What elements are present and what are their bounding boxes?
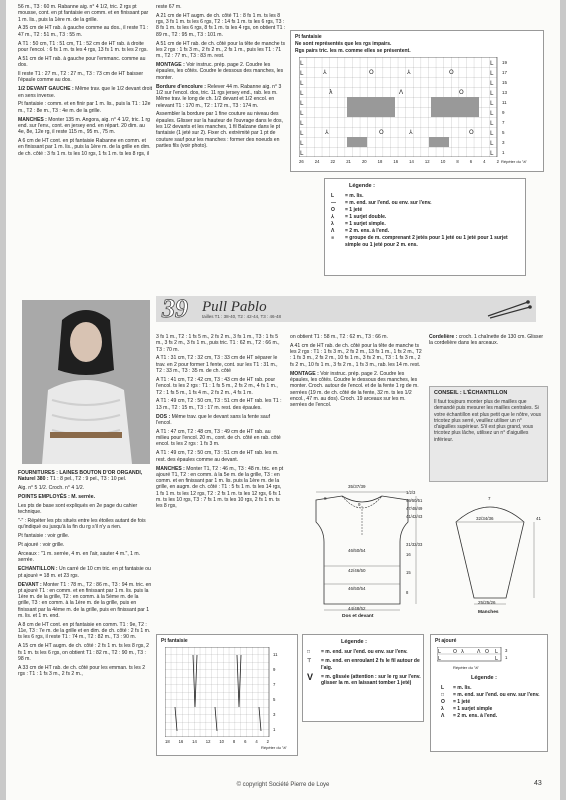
heading: POINTS EMPLOYÉS : <box>18 494 72 501</box>
svg-text:L: L <box>300 70 304 77</box>
paragraph: A 21 cm de HT augm. de ch. côté T1 : 8 fs 1 m. ts les 8 rgs, 3 fs 1 m. ts les 6 rgs, T2 : 14 fs 1 m. ts les 6 rgs, T3 : 8 fs 1 m. ts les 6 rgs, 8 fs 1 m. ts les 4 rgs, on obtient T1 : 89 m., T2 : 95 m., T3 : 101 m. <box>156 12 286 38</box>
dim-label: 41 <box>536 516 542 521</box>
legend-item: □ = m. end. sur l'end. ou env. sur l'env. <box>441 692 540 698</box>
legend-title: Légende : <box>349 183 375 189</box>
legend-title: Légende : <box>471 675 497 681</box>
legend-title: Légende : <box>341 639 367 645</box>
svg-text:L: L <box>490 60 494 67</box>
legend-box-bottom <box>302 634 424 722</box>
text-column-3 <box>290 334 422 411</box>
svg-text:O: O <box>449 69 454 76</box>
svg-text:L: L <box>300 90 304 97</box>
paragraph: Les pts de base sont expliqués en 2e page du cahier technique. <box>18 502 138 516</box>
legend-list <box>307 649 421 686</box>
schematic-sleeve <box>436 486 546 620</box>
paragraph: Aig. n° 5 1/2. Croch. n° 4 1/2. <box>18 485 85 492</box>
legend-box-top <box>324 178 526 276</box>
heading: Cordelière : <box>429 334 458 340</box>
svg-text:L: L <box>490 70 494 77</box>
paragraph: A 33 cm de HT rab. de ch. côté pour les emman. ts les 2 rgs : T1 : 1 fs 3 m., 2 fs 2 m., <box>18 664 146 678</box>
svg-text:L: L <box>438 649 441 655</box>
svg-text:L: L <box>490 130 494 137</box>
chart-title: Pt fantaisie <box>295 34 322 40</box>
tip-box <box>429 386 548 482</box>
pattern-sizes: tailles T1 : 38-40, T2 : 42-44, T3 : 46-48 <box>202 314 282 319</box>
legend-item: O = 1 jeté <box>441 699 471 705</box>
legend-item: ⅄ = 1 surjet double. <box>331 214 387 220</box>
paragraph: Voir instruc. prép. page 2. Coudre les épaules, les côtés. Coudre le dessous des manches, les monter. <box>156 62 284 81</box>
schematic-caption: Dos et devant <box>342 614 374 619</box>
heading: MANCHES : <box>18 116 47 123</box>
svg-text:λ: λ <box>329 89 333 96</box>
paragraph: Voir instruc. prép. page 2. Coudre les épaules, les côtés. Coudre le dessous des manches, les monter. Croch. autour de l'encol. et de la fente 1 rg de m. serrées (19 m. de ch. côté de la fente, 32 m. ts les 1/2 encol., 47 m. au dos). Croch. 19 arceaux sur les m. serrées de l'encol. <box>290 370 419 409</box>
paragraph: Même trav. que le devant sans la fente sauf l'encol. <box>156 413 271 426</box>
svg-text:⅄: ⅄ <box>325 129 329 136</box>
dim-label: 9 <box>358 502 361 507</box>
svg-text:λ: λ <box>461 649 464 655</box>
paragraph: Même trav. que le 1/2 devant droit en sens inverse. <box>18 86 153 99</box>
legend-item: Λ = 2 m. ens. à l'end. <box>441 713 498 719</box>
row-numbers: 11 9 7 5 3 1 <box>273 652 278 732</box>
dim-label: 46/50/54 <box>348 548 366 553</box>
paragraph: Relever 44 m. Rabanne aig. n° 3 1/2 sur l'encol. dos, tric. 11 rgs jersey end., rab. les m. Même trav. le long de ch. 1/2 devant et 1/2 encol. en relevant T1 : 170 m., T2 : 172 m., T3 : 174 m. <box>156 83 282 109</box>
heading: MONTAGE : <box>290 370 319 377</box>
legend-item: Λ = 2 m. ens. à l'end. <box>331 228 390 234</box>
paragraph: A 6 cm de HT cont. en pt fantaisie Rabanne en comm. et en finissant par 1 m. lis., puis la 1ère m. de la grille en dim. de ch. côté : 3 fs 1 m. ts les 10 rgs, 1 fs 1 m. ts les 8 rgs, il <box>18 138 151 157</box>
svg-text:Λ: Λ <box>399 89 404 96</box>
paragraph: 3 fs 1 m., T2 : 1 fs 5 m., 2 fs 2 m., 3 fs 1 m., T3 : 1 fs 5 m., 3 fs 2 m., 3 fs 1 m., puis tric. T1 : 62 m., T2 : 66 m., T3 : 70 m. <box>156 334 280 353</box>
paragraph: Il reste T1 : 27 m., T2 : 27 m., T3 : 73 cm de HT baisser l'épaule comme au dos. <box>18 71 144 84</box>
paragraph: Monter 135 m. Angora, aig. n° 4 1/2, tric. 1 rg end. sur l'env., cont. en jersey end. en répart. 20 dim. au 4e, 8e, 12e rg, il reste 115 m., 95 m., 75 m. <box>18 116 150 136</box>
dim-label: 7 <box>488 496 491 501</box>
text-column-2 <box>156 4 286 152</box>
svg-text:L: L <box>495 656 498 662</box>
legend-item: □ = m. end. sur l'end. ou env. sur l'env. <box>307 649 408 655</box>
svg-text:L: L <box>300 60 304 67</box>
heading: 1/2 DEVANT GAUCHE : <box>18 86 74 93</box>
svg-text:L: L <box>490 80 494 87</box>
paragraph: Pt ajouré : voir grille. <box>18 542 65 549</box>
heading: Bordure d'encolure : <box>156 83 206 90</box>
paragraph: A T1 : 47 cm, T2 : 48 cm, T3 : 49 cm de HT rab. au milieu pour l'encol. 20 m., cont. de ch. côté en rab. côté encol. ts les 2 rgs : 1 fs 3 m. <box>156 428 281 448</box>
paragraph: Monter T1 : 78 m., T2 : 86 m., T3 : 94 m. tric. en pt ajouré T1 : en comm. et en finissant par 1 m. lis. puis la 1ère m. de la grille, T2 : en comm. à la 5ème m. de la grille, T3 : en comm. à la 1ère m. de la grille, puis en finissant par la 4ème m. de la grille, puis en finissant par 1 m. lis. et 1 m. end. <box>18 581 152 619</box>
paragraph: A T1 : 49 cm, T2 : 50 cm, T3 : 51 cm de HT rab. les T1 : 13 m., T2 : 15 m., T3 : 17 m. rest. des épaules. <box>156 398 282 411</box>
svg-text:O: O <box>379 129 384 136</box>
heading: MONTAGE : <box>156 62 185 69</box>
svg-text:L: L <box>490 90 494 97</box>
text-column-4 <box>429 334 547 349</box>
pattern-header <box>156 296 536 322</box>
model-photo <box>22 300 150 464</box>
heading: DOS : <box>156 413 171 420</box>
text-column-1 <box>18 4 152 160</box>
legend-item: V = m. glissée (attention : sur le rg sur l'env. glisser la m. en laissant tomber 1 jeté) <box>307 671 421 687</box>
legend-item: ⊤ = m. end. en enroulant 2 fs le fil autour de l'aig. <box>307 658 420 671</box>
paragraph: on obtient T1 : 58 m., T2 : 62 m., T3 : 66 m. <box>290 334 388 340</box>
dim-label: 35/37/39 <box>348 484 366 489</box>
knitting-needles-icon <box>486 299 532 319</box>
magazine-page <box>6 0 560 800</box>
svg-text:O: O <box>453 649 457 655</box>
svg-text:L: L <box>300 140 304 147</box>
svg-text:L: L <box>490 150 494 157</box>
paragraph: A T1 : 49 cm, T2 : 50 cm, T3 : 51 cm de HT rab. les m. rest. des épaules comme au devant. <box>156 450 279 463</box>
repeat-note: Répéter du "à" <box>453 665 479 670</box>
paragraph: A T1 : 31 cm, T2 : 32 cm, T3 : 33 cm de HT séparer le trav. en 2 pour former 1 fente, cont. sur les T1 : 31 m., T2 : 33 m., T3 : 35 m. de ch. côté <box>156 355 278 375</box>
svg-text:⅄: ⅄ <box>407 69 411 76</box>
stitch-chart-bottom <box>156 634 298 756</box>
dim-label: 47/48/49 <box>406 506 423 511</box>
dim-label: 8 <box>324 496 327 501</box>
page-number: 43 <box>534 780 542 787</box>
legend-list <box>441 685 545 720</box>
svg-text:L: L <box>300 80 304 87</box>
tip-title: CONSEIL : L'ÉCHANTILLON <box>434 390 508 396</box>
svg-text:O: O <box>459 89 464 96</box>
svg-text:L: L <box>300 100 304 107</box>
legend-item: L = m. lis. <box>331 193 364 199</box>
paragraph: 56 m., T3 : 60 m. Rabanne aig. n° 4 1/2, tric. 2 rgs pt mousse, cont. en pt fantaisie en comm. et en finissant par 1 m. lis., puis la 1ère m. de la grille. <box>18 4 149 23</box>
paragraph: Un carré de 10 cm tric. en pt fantaisie ou pt ajouré = 18 m. et 23 rgs. <box>18 566 151 579</box>
schematic-caption: Manches <box>478 610 499 615</box>
paragraph: croch. 1 chaînette de 130 cm. Glisser la cordelière dans les arceaux. <box>429 334 544 347</box>
chart-title: Pt fantaisie <box>161 638 188 644</box>
repeat-note: Répéter du "à" <box>261 745 287 750</box>
heading: ECHANTILLON : <box>18 566 58 573</box>
pattern-number: 39 <box>162 294 188 323</box>
dim-label: 41/42/43 <box>406 514 423 519</box>
paragraph: Pt fantaisie : comm. et en finir par 1 m. lis., puis la T1 : 12e m., T2 : 8e m., T3 : 4e m. de la grille. <box>18 101 151 114</box>
paragraph: A 15 cm de HT augm. de ch. côté : 2 fs 1 m. ts les 8 rgs, 2 fs 1 m. ts les 6 rgs, on obtient T1 : 82 m., T2 : 90 m., T3 : 98 m. <box>18 643 149 662</box>
svg-text:L: L <box>490 110 494 117</box>
dim-label: 42/46/50 <box>348 568 366 573</box>
dim-label: 25/25/26 <box>478 600 496 605</box>
svg-text:Λ: Λ <box>477 649 481 655</box>
copyright-footer: © copyright Société Pierre de Loye <box>236 782 330 788</box>
svg-text:L: L <box>300 150 304 157</box>
dim-label: 46/50/54 <box>348 586 366 591</box>
column-numbers: 18 16 14 12 10 8 6 4 2 <box>165 739 269 744</box>
text-column-2b <box>156 334 284 512</box>
chart-grid <box>165 647 271 737</box>
paragraph: A 41 cm de HT rab. de ch. côté pour la tête de manche ts les 2 rgs : T1 : 1 fs 3 m., 2 fs 2 m., 13 fs 1 m., 1 fs 2 m., T2 : 1 fs 3 m., 2 fs 2 m., 10 fs 1 m., 3 fs 2 m., T3 : 1 fs 3 m., 2 fs 2 m., 10 fs 1 m., 3 fs 2 m., 1 fs 3 m., rab. les 14 m. rest. <box>290 342 422 368</box>
dim-label: 8 <box>406 590 409 595</box>
paragraph: A 51 cm de HT rab. de ch. côté pour la tête de manche ts les 2 rgs : 1 fs 3 m., 2 fs 2 m., 2 fs 1 m., puis les T1 : 71 m., T2 : 77 m., T3 : 83 m. rest. <box>156 40 286 60</box>
tip-text: Il faut toujours monter plus de mailles que demandé puis mesurer les mailles centrales. Si votre échantillon est plus petit que le nôtre, vous tricotez plus serré, veuillez utiliser un n° d'aiguilles supérieur. S'il est plus grand, vous tricotez plus lâche, utilisez un n° d'aiguilles inférieur. <box>434 399 542 443</box>
legend-item: λ = 1 surjet simple. <box>331 221 386 227</box>
column-numbers: 26 24 22 21 20 18 16 14 12 10 8 6 4 2 <box>299 159 499 164</box>
svg-text:L: L <box>490 100 494 107</box>
legend-item: — = m. end. sur l'end. ou env. sur l'env. <box>331 200 432 206</box>
legend-item: ■ = groupe de m. comprenant 2 jetés pour 1 jeté ou 1 jeté pour 1 surjet simple ou 1 jeté pour 2 m. ens. <box>331 235 508 248</box>
svg-text:L: L <box>300 110 304 117</box>
heading: FOURNITURES : LAINES BOUTON D'OR ORGANDI, Naturel 380 : <box>18 470 143 483</box>
paragraph: A T1 : 50 cm, T1 : 51 cm, T1 : 52 cm de HT rab. à droite pour l'encol. : 6 fs 1 m. ts les 4 rgs, 13 fs 1 m. ts les 2 rgs. <box>18 40 148 53</box>
text-column-supplies: FOURNITURES : LAINES BOUTON D'OR ORGANDI, Naturel 380 : T1 : 8 pel., T2 : 9 pel., T3 : 10 pel. Aig. n° 5 1/2. Croch. n° 4 1/2. POINTS EMPLOYÉS : M. serrée. Les pts de base sont expliqués en 2e page du cahier technique. "-" : Répéter les pts situés entre les étoiles autant de fois qu'indiqué ou jusqu'à la fin du rg s'il n'y a rien. Pt fantaisie : voir grille. Pt ajouré : voir grille. Arceaux : "1 m. serrée, 4 m. en l'air, sauter 4 m.", 1 m. serrée. ECHANTILLON : Un carré de 10 cm tric. en pt fantaisie ou pt ajouré = 18 m. et 23 rgs. DEVANT : Monter T1 : 78 m., T2 : 86 m., T3 : 94 m. tric. en pt ajouré T1 : en comm. et en finissant par 1 m. lis. puis la 1ère m. de la grille, T2 : en comm. à la 5ème m. de la grille, T3 : en comm. à la 1ère m. de la grille, puis en finissant par la 4ème m. de la grille, puis en finissant par 1 m. lis. et 1 m. end. A 8 cm de HT cont. en pt fantaisie en comm. T1 : 9e, T2 : 11e, T3 : 7e m. de la grille et en dim. de ch. côté : 2 fs 1 m. ts les 6 rgs, il reste T1 : 74 m., T2 : 82 m., T3 : 90 m. A 15 cm de HT augm. de ch. côté : 2 fs 1 m. ts les 8 rgs, 2 fs 1 m. ts les 6 rgs, on obtient T1 : 82 m., T2 : 90 m., T3 : 98 m. A 33 cm de HT rab. de ch. côté pour les emman. ts les 2 rgs : T1 : 1 fs 3 m., 2 fs 2 m., <box>18 470 152 678</box>
svg-text:⅄: ⅄ <box>323 69 327 76</box>
dim-label: 49/50/51 <box>406 498 423 503</box>
dim-label: 15 <box>406 570 411 575</box>
paragraph: Monter T1, T2 : 46 m., T3 : 48 m. tric. en pt ajouré T1, T2 : en comm. à la 5e m. de la grille, T3 : en comm. et en finissant par 1 m. lis. puis la 1ère m. de la grille, en augm. de ch. côté : T1 : 5 fs 1 m. ts les 14 rgs, 1 fs 1 m. ts les 12 rgs, T2 : 2 fs 1 m. ts les 12 rgs, 6 fs 1 m. ts les 10 rgs, T3 : 7 fs 1 m. ts les 10 rgs, 2 fs 1 m. ts les 8 rgs, <box>156 465 284 510</box>
heading: MANCHES : <box>156 465 185 472</box>
paragraph: A 35 cm de HT rab. à gauche comme au dos., il reste T1 : 47 m., T2 : 51 m., T3 : 55 m. <box>18 25 149 38</box>
chart-note: Ne sont représentés que les rgs impairs. <box>295 41 392 47</box>
dim-label: 1/2/3 <box>406 490 416 495</box>
pattern-title: Pull Pablo <box>202 299 267 315</box>
paragraph: Assembler la bordure par 1 fine couture au niveau des épaules. Glisser sur la hauteur de l'ouvrage dans le dos, les 1/2 devants et les manches, 1 fil Balzane dans le pt fantaisie (1 jeté sur 2). Fixer ch. extrémité par 1 pt de couture sauf pour les manches : former des noeuds en parties fils (voir photo). <box>156 111 283 149</box>
legend-list <box>331 193 521 249</box>
paragraph: A 8 cm de HT cont. en pt fantaisie en comm. T1 : 9e, T2 : 11e, T3 : 7e m. de la grille et en dim. de ch. côté : 2 fs 1 m. ts les 6 rgs, il reste T1 : 74 m., T2 : 82 m., T3 : 90 m. <box>18 621 151 641</box>
svg-text:O: O <box>469 129 474 136</box>
row-numbers: 19 17 15 13 11 9 7 5 3 1 <box>502 60 508 155</box>
svg-text:L: L <box>300 130 304 137</box>
dim-label: 44/48/52 <box>348 606 366 611</box>
svg-text:L: L <box>490 140 494 147</box>
paragraph: reste 67 m. <box>156 4 182 10</box>
legend-item: O = 1 jeté <box>331 207 363 213</box>
chart-grid <box>299 57 499 157</box>
schematic-body <box>296 486 426 620</box>
svg-text:L: L <box>438 656 441 662</box>
paragraph: "-" : Répéter les pts situés entre les étoiles autant de fois qu'indiqué ou jusqu'à la fin du rg s'il n'y a rien. <box>18 518 146 531</box>
paragraph: A T1 : 41 cm, T2 : 42 cm, T3 : 43 cm de HT rab. pour l'encol. ts les 2 rgs : T1 : 1 fs 5 m., 2 fs 2 m., 4 fs 1 m., T2 : 1 fs 5 m., 1 fs 4 m., 2 fs 2 m., 4 fs 1 m. <box>156 376 278 396</box>
svg-text:L: L <box>490 120 494 127</box>
paragraph: A 51 cm de HT rab. à gauche pour l'emmanc. comme au dos. <box>18 55 146 69</box>
repeat-note: Répéter du "à" <box>501 159 527 164</box>
stitch-chart-ajoure <box>430 634 548 752</box>
legend-item: L = m. lis. <box>441 685 472 691</box>
paragraph: Arceaux : "1 m. serrée, 4 m. en l'air, sauter 4 m.", 1 m. serrée. <box>18 551 141 564</box>
paragraph: T1 : 8 pel., T2 : 9 pel., T3 : 10 pel. <box>49 476 127 483</box>
svg-text:O: O <box>369 69 374 76</box>
chart-title: Pt ajouré <box>435 638 457 644</box>
row-numbers: 3 1 <box>505 648 508 660</box>
dim-label: 32/34/36 <box>476 516 494 521</box>
chart-grid <box>437 647 503 663</box>
dim-label: 16 <box>406 552 411 557</box>
svg-text:L: L <box>495 649 498 655</box>
svg-text:O: O <box>485 649 489 655</box>
stitch-chart-top <box>290 30 544 172</box>
paragraph: Pt fantaisie : voir grille. <box>18 533 70 540</box>
svg-text:⅄: ⅄ <box>409 129 413 136</box>
chart-note: Rgs pairs tric. les m. comme elles se présentent. <box>295 48 411 54</box>
dim-label: 31/32/33 <box>406 542 423 547</box>
heading: DEVANT : <box>18 581 42 588</box>
svg-text:L: L <box>300 120 304 127</box>
legend-item: λ = 1 surjet simple <box>441 706 493 712</box>
